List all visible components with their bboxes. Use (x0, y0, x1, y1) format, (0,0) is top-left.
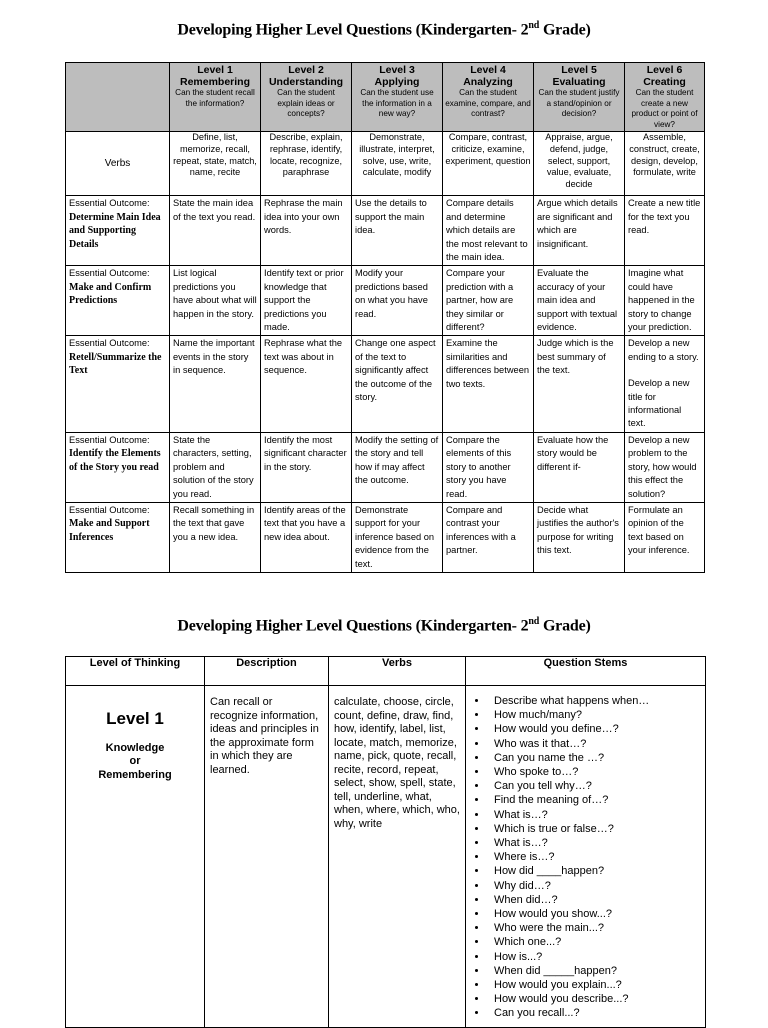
level-question: Can the student explain ideas or concepts? (277, 88, 335, 119)
level-sub-3: Remembering (98, 768, 172, 781)
level-cell (66, 686, 205, 1028)
outcome-title: Identify the Elements of the Story you read (69, 448, 161, 473)
outcome-label: Essential Outcome: (69, 268, 150, 279)
document-title: Developing Higher Level Questions (Kindergarten- 2nd Grade) (177, 20, 591, 39)
question-stem: • How much/many? (488, 708, 705, 722)
level-name: Remembering (179, 76, 251, 88)
table-cell: Compare details and determine which details are the most relevant to the main idea. (443, 196, 534, 266)
header-description: Description (205, 657, 329, 686)
header-question-stems: Question Stems (466, 657, 706, 686)
level-label: Level 3 (379, 64, 415, 76)
table-cell: State the characters, setting, problem and solution of the story you read. (170, 432, 261, 502)
table-cell-part: Develop a new title for informational text. (628, 378, 690, 429)
level-sub-1: Knowledge (105, 741, 165, 754)
verbs-row (66, 132, 705, 196)
table-cell: Examine the similarities and differences between two texts. (443, 336, 534, 432)
table-cell: Identify areas of the text that you have a new idea about. (261, 502, 352, 572)
level-name: Analyzing (463, 76, 513, 88)
question-stems-list (472, 694, 705, 1021)
outcome-title: Make and Confirm Predictions (69, 281, 152, 307)
level-name: Creating (643, 76, 686, 88)
header-level-1 (170, 63, 261, 132)
outcome-cell (66, 266, 170, 336)
header-level-6 (625, 63, 705, 132)
question-stem: • Which is true or false…? (488, 822, 705, 836)
level-question: Can the student recall the information? (175, 88, 255, 108)
question-stem: • Why did…? (488, 879, 705, 893)
question-stem: • What is…? (488, 836, 705, 850)
table-row (66, 432, 705, 502)
question-stem: • Who spoke to…? (488, 765, 705, 779)
document-title-2: Developing Higher Level Questions (Kindergarten- 2nd Grade) (177, 616, 591, 635)
table-cell: State the main idea of the text you read. (170, 196, 261, 266)
table-cell: Demonstrate support for your inference based on evidence from the text. (352, 502, 443, 572)
question-stem: • How would you describe...? (488, 992, 705, 1006)
table-cell: Compare and contrast your inferences with a partner. (443, 502, 534, 572)
table-cell: Recall something in the text that gave you a new idea. (170, 502, 261, 572)
question-stem: • Can you name the …? (488, 751, 705, 765)
table-header-row (66, 657, 706, 686)
table-cell: Identify the most significant character in the story. (261, 432, 352, 502)
table-row (66, 336, 705, 432)
verbs-cell: Describe, explain, rephrase, identify, locate, recognize, paraphrase (261, 132, 352, 196)
outcome-label: Essential Outcome: (69, 434, 150, 445)
question-stem: • Where is…? (488, 850, 705, 864)
table-row (66, 266, 705, 336)
table-cell-part: Develop a new ending to a story. (628, 338, 699, 362)
table-cell: Imagine what could have happened in the story to change your prediction. (625, 266, 705, 336)
outcome-label: Essential Outcome: (69, 504, 150, 515)
question-stem: • Who were the main...? (488, 921, 705, 935)
table-cell: Change one aspect of the text to significantly affect the outcome of the story. (352, 336, 443, 432)
verbs-cell: Compare, contrast, criticize, examine, experiment, question (443, 132, 534, 196)
header-level-5 (534, 63, 625, 132)
outcome-cell (66, 336, 170, 432)
question-stem: • How would you explain...? (488, 978, 705, 992)
level-label: Level 1 (197, 64, 233, 76)
header-verbs: Verbs (329, 657, 466, 686)
question-stem: • Can you tell why…? (488, 779, 705, 793)
level-name: Evaluating (552, 76, 606, 88)
verbs-cell: Assemble, construct, create, design, develop, formulate, write (625, 132, 705, 196)
table-cell: Identify text or prior knowledge that support the predictions you made. (261, 266, 352, 336)
question-stem: • How would you define…? (488, 722, 705, 736)
verbs-cell: calculate, choose, circle, count, define, draw, find, how, identify, label, list, locate, match, memorize, name, pick, quote, recall, recite, record, repeat, select, show, spell, state, tell, underline, what, when, where, which, who, why, write (329, 686, 466, 1028)
verbs-label: Verbs (66, 132, 170, 196)
level-name: Understanding (268, 76, 344, 88)
question-stem: • Which one...? (488, 935, 705, 949)
question-stem: • How would you show...? (488, 907, 705, 921)
header-level-3 (352, 63, 443, 132)
question-stem: • Who was it that…? (488, 737, 705, 751)
table-cell: Compare the elements of this story to another story you have read. (443, 432, 534, 502)
verbs-cell: Define, list, memorize, recall, repeat, state, match, name, recite (170, 132, 261, 196)
question-stem: • Can you recall...? (488, 1006, 705, 1020)
verbs-cell: Appraise, argue, defend, judge, select, support, value, evaluate, decide (534, 132, 625, 196)
table-cell: Judge which is the best summary of the text. (534, 336, 625, 432)
table-cell: Name the important events in the story in sequence. (170, 336, 261, 432)
question-stem: • Find the meaning of…? (488, 793, 705, 807)
description-cell: Can recall or recognize information, ideas and principles in the approximate form in which they are learned. (205, 686, 329, 1028)
outcome-label: Essential Outcome: (69, 198, 150, 209)
outcome-label: Essential Outcome: (69, 338, 150, 349)
level-question: Can the student examine, compare, and contrast? (445, 88, 531, 119)
level-label: Level 5 (561, 64, 597, 76)
outcome-cell (66, 196, 170, 266)
table-cell: Formulate an opinion of the text based on your inference. (625, 502, 705, 572)
level-number: Level 1 (106, 709, 164, 728)
header-blank-cell (66, 63, 170, 132)
level-label: Level 2 (288, 64, 324, 76)
table-row (66, 196, 705, 266)
header-level-2 (261, 63, 352, 132)
outcome-cell (66, 502, 170, 572)
table-cell: Create a new title for the text you read. (625, 196, 705, 266)
header-level-of-thinking: Level of Thinking (66, 657, 205, 686)
outcome-title: Make and Support Inferences (69, 518, 150, 543)
level-question: Can the student use the information in a new way? (360, 88, 434, 119)
level-sub-2: or (129, 755, 141, 768)
level-question: Can the student create a new product or point of view? (631, 88, 698, 129)
table-cell: Rephrase the main idea into your own words. (261, 196, 352, 266)
outcome-title: Determine Main Idea and Supporting Details (69, 211, 161, 250)
outcome-title: Retell/Summarize the Text (69, 351, 162, 377)
level-question: Can the student justify a stand/opinion or decision? (538, 88, 620, 119)
table-cell: Argue which details are significant and which are insignificant. (534, 196, 625, 266)
level-label: Level 4 (470, 64, 506, 76)
table-cell: Evaluate how the story would be different if- (534, 432, 625, 502)
level-name: Applying (374, 76, 420, 88)
table-cell: List logical predictions you have about what will happen in the story. (170, 266, 261, 336)
table-row (66, 502, 705, 572)
table-cell: Rephrase what the text was about in sequence. (261, 336, 352, 432)
question-stem: • When did…? (488, 893, 705, 907)
table-cell: Modify your predictions based on what you have read. (352, 266, 443, 336)
table-cell: Modify the setting of the story and tell how if may affect the outcome. (352, 432, 443, 502)
question-stem: • Describe what happens when… (488, 694, 705, 708)
question-stem: • How did ____happen? (488, 864, 705, 878)
table-cell: Decide what justifies the author's purpose for writing this text. (534, 502, 625, 572)
level-label: Level 6 (646, 64, 683, 76)
verbs-cell: Demonstrate, illustrate, interpret, solve, use, write, calculate, modify (352, 132, 443, 196)
header-level-4 (443, 63, 534, 132)
table-cell: Compare your prediction with a partner, how are they similar or different? (443, 266, 534, 336)
question-stem: • How is...? (488, 950, 705, 964)
question-stems-table (65, 656, 706, 1028)
table-header-row (66, 63, 705, 132)
question-stem: • What is…? (488, 808, 705, 822)
table-cell (625, 336, 705, 432)
table-cell: Use the details to support the main idea. (352, 196, 443, 266)
table-cell: Evaluate the accuracy of your main idea and support with textual evidence. (534, 266, 625, 336)
table-row (66, 686, 706, 1028)
question-stem: • When did _____happen? (488, 964, 705, 978)
blooms-outcomes-table (65, 62, 705, 573)
question-stems-cell (466, 686, 706, 1028)
table-cell: Develop a new problem to the story, how would this effect the solution? (625, 432, 705, 502)
outcome-cell (66, 432, 170, 502)
